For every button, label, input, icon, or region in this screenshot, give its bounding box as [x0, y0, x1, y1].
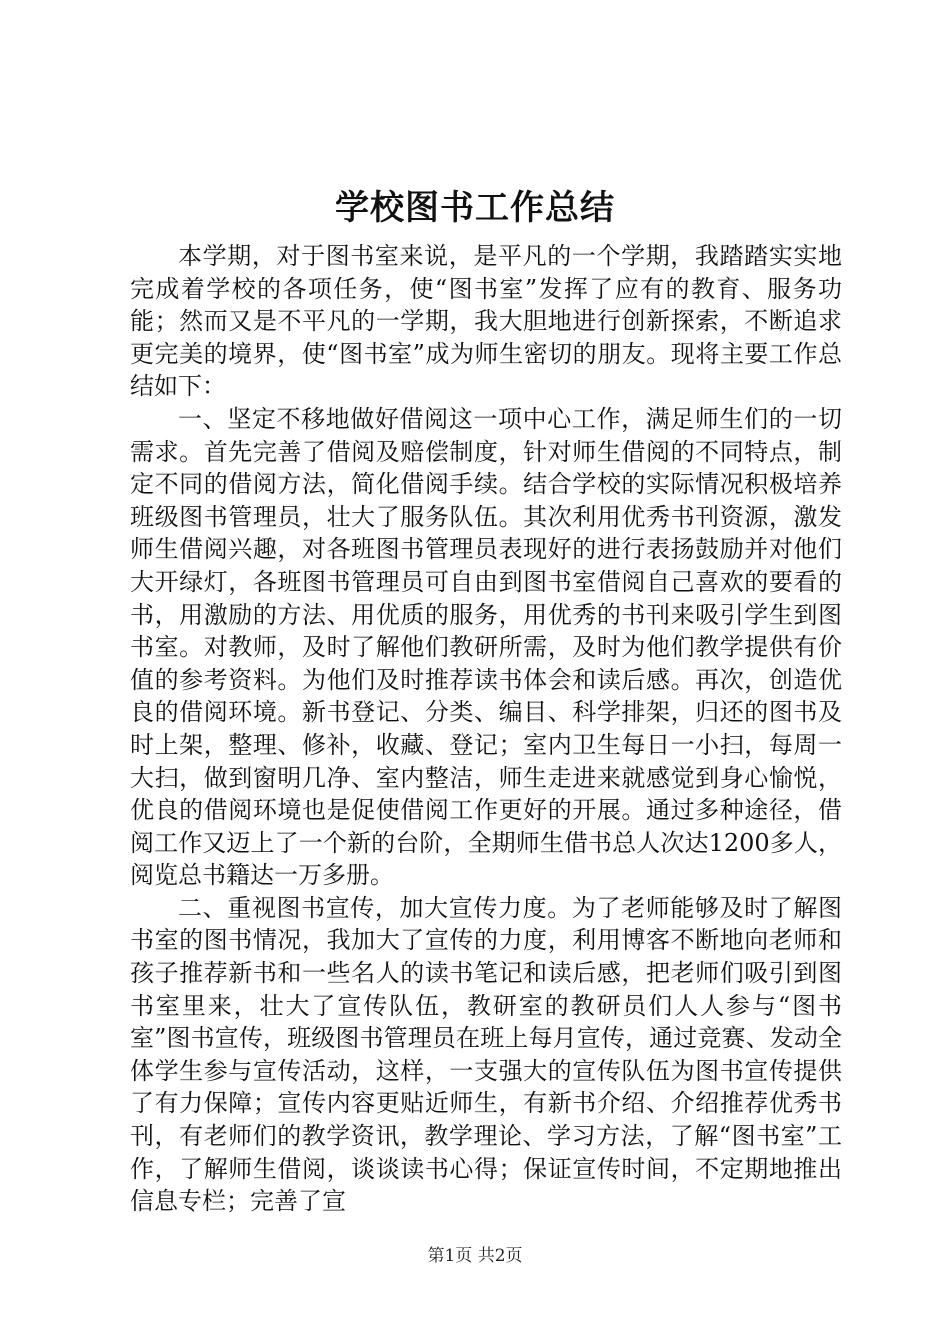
page-footer: 第1页 共2页 [427, 1246, 523, 1266]
paragraph-section-1: 一、坚定不移地做好借阅这一项中心工作，满足师生们的一切需求。首先完善了借阅及赔偿制度，针对师生借阅的不同特点，制定不同的借阅方法，简化借阅手续。结合学校的实际情况积极培养班级图书管理员，壮大了服务队伍。其次利用优秀书刊资源，激发师生借阅兴趣，对各班图书管理员表现好的进行表扬鼓励并对他们大开绿灯，各班图书管理员可自由到图书室借阅自己喜欢的要看的书，用激励的方法、用优质的服务，用优秀的书刊来吸引学生到图书室。对教师，及时了解他们教研所需，及时为他们教学提供有价值的参考资料。为他们及时推荐读书体会和读后感。再次，创造优良的借阅环境。新书登记、分类、编目、科学排架，归还的图书及时上架，整理、修补，收藏、登记；室内卫生每日一小扫，每周一大扫，做到窗明几净、室内整洁，师生走进来就感觉到身心愉悦，优良的借阅环境也是促使借阅工作更好的开展。通过多种途径，借阅工作又迈上了一个新的台阶，全期师生借书总人次达1200多人，阅览总书籍达一万多册。 [130, 404, 842, 890]
paragraph-section-2: 二、重视图书宣传，加大宣传力度。为了老师能够及时了解图书室的图书情况，我加大了宣传的力度，利用博客不断地向老师和孩子推荐新书和一些名人的读书笔记和读后感，把老师们吸引到图书室里来，壮大了宣传队伍，教研室的教研员们人人参与“图书室”图书宣传，班级图书管理员在班上每月宣传，通过竞赛、发动全体学生参与宣传活动，这样，一支强大的宣传队伍为图书宣传提供了有力保障；宣传内容更贴近师生，有新书介绍、介绍推荐优秀书刊，有老师们的教学资讯，教学理论、学习方法，了解“图书室”工作，了解师生借阅，谈谈读书心得；保证宣传时间，不定期地推出信息专栏；完善了宣 [130, 893, 842, 1216]
document-body [130, 240, 842, 1218]
document-title: 学校图书工作总结 [335, 188, 615, 228]
paragraph-intro: 本学期，对于图书室来说，是平凡的一个学期，我踏踏实实地完成着学校的各项任务，使“图书室”发挥了应有的教育、服务功能；然而又是不平凡的一学期，我大胆地进行创新探索，不断追求更完美的境界，使“图书室”成为师生密切的朋友。现将主要工作总结如下： [130, 242, 842, 401]
